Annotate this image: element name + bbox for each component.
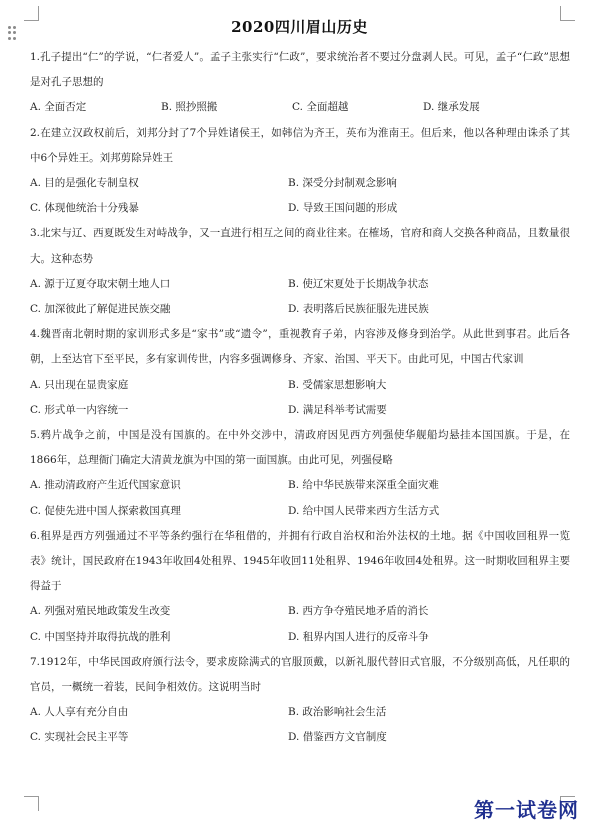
option-d: D. 表明落后民族征服先进民族: [288, 303, 429, 316]
option-grid: [30, 171, 570, 221]
question-stem: 2.在建立汉政权前后，刘邦分封了7个异姓诸侯王，如韩信为齐王，英布为淮南王。但后来，他以各种理由诛杀了其中6个异姓王。刘邦剪除异姓王: [30, 126, 570, 164]
option-grid: [30, 373, 570, 423]
option-b: B. 深受分封制观念影响: [288, 177, 397, 189]
question-4: [30, 322, 570, 423]
option-grid: [30, 599, 570, 649]
option-c: C. 体现他统治十分残暴: [30, 202, 139, 215]
option-a: A. 推动清政府产生近代国家意识: [30, 479, 181, 492]
option-d: D. 给中国人民带来西方生活方式: [288, 504, 440, 517]
option-a: A. 只出现在显贵家庭: [30, 378, 129, 391]
question-5: [30, 423, 570, 524]
option-b: B. 照抄照搬: [161, 101, 218, 114]
option-a: A. 源于辽夏夺取宋朝土地人口: [30, 277, 171, 290]
option-d: D. 借鉴西方文官制度: [288, 731, 387, 744]
option-c: C. 促使先进中国人探索救国真理: [30, 504, 181, 517]
question-stem: 7.1912年，中华民国政府颁行法令，要求废除满式的官服顶戴，以新礼服代替旧式官服，不分级别高低，凡任职的官员，一概统一着装，民间争相效仿。这说明当时: [30, 655, 570, 694]
question-stem: 4.魏晋南北朝时期的家训形式多是“家书”或“遗令”，重视教育子弟，内容涉及修身到治学。从此世到事君。此后各朝，上至达官下至平民，多有家训传世，内容多强调修身、齐家、治国、平天下。由此可见，中国古代家训: [30, 328, 570, 366]
option-b: B. 西方争夺殖民地矛盾的消长: [288, 605, 429, 618]
option-row: [30, 95, 570, 120]
option-c: C. 全面超越: [292, 101, 349, 114]
option-a: A. 目的是强化专制皇权: [30, 177, 139, 189]
question-2: [30, 121, 570, 222]
option-grid: [30, 473, 570, 523]
option-d: D. 导致王国问题的形成: [288, 202, 398, 215]
question-3: [30, 221, 570, 322]
page-corner-mark: [24, 796, 39, 811]
option-c: C. 形式单一内容统一: [30, 403, 129, 416]
option-grid: [30, 272, 570, 322]
page-title: 2020四川眉山历史: [231, 18, 368, 36]
question-stem: 1.孔子提出“仁”的学说，“仁者爱人”。孟子主张实行“仁政”，要求统治者不要过分盘剥人民。可见，孟子“仁政”思想是对孔子思想的: [30, 51, 570, 89]
site-watermark: 第一试卷网: [474, 798, 579, 822]
question-7: [30, 650, 570, 751]
option-c: C. 实现社会民主平等: [30, 731, 129, 744]
question-stem: 3.北宋与辽、西夏既发生对峙战争，又一直进行相互之间的商业往来。在榷场，官府和商人交换各种商品，且数量很大。这种态势: [30, 227, 570, 265]
option-b: B. 政治影响社会生活: [288, 706, 387, 719]
option-d: D. 满足科举考试需要: [288, 403, 387, 416]
question-stem: 6.租界是西方列强通过不平等条约强行在华租借的，并拥有行政自治权和治外法权的土地。据《中国收回租界一览表》统计，国民政府在1943年收回4处租界、1945年收回11处租界、1946年收回4处租界。这一时期收回租界主要得益于: [30, 529, 570, 593]
question-stem: 5.鸦片战争之前，中国是没有国旗的。在中外交涉中，清政府因见西方列强使华舰船均悬挂本国国旗。于是，在1866年，总理衙门确定大清黄龙旗为中国的第一面国旗。由此可见，列强侵略: [30, 429, 570, 467]
question-list: [30, 45, 570, 751]
question-1: [30, 45, 570, 121]
option-b: B. 受儒家思想影响大: [288, 378, 387, 391]
option-d: D. 租界内国人进行的反帝斗争: [288, 630, 429, 643]
option-c: C. 中国坚持并取得抗战的胜利: [30, 630, 171, 643]
option-d: D. 继承发展: [423, 101, 480, 114]
option-c: C. 加深彼此了解促进民族交融: [30, 303, 171, 316]
option-grid: [30, 700, 570, 750]
option-b: B. 给中华民族带来深重全面灾难: [288, 479, 439, 492]
question-6: [30, 524, 570, 650]
option-a: A. 列强对殖民地政策发生改变: [30, 605, 171, 618]
option-a: A. 全面否定: [30, 101, 87, 114]
option-b: B. 使辽宋夏处于长期战争状态: [288, 277, 429, 290]
option-a: A. 人人享有充分自由: [30, 706, 129, 719]
